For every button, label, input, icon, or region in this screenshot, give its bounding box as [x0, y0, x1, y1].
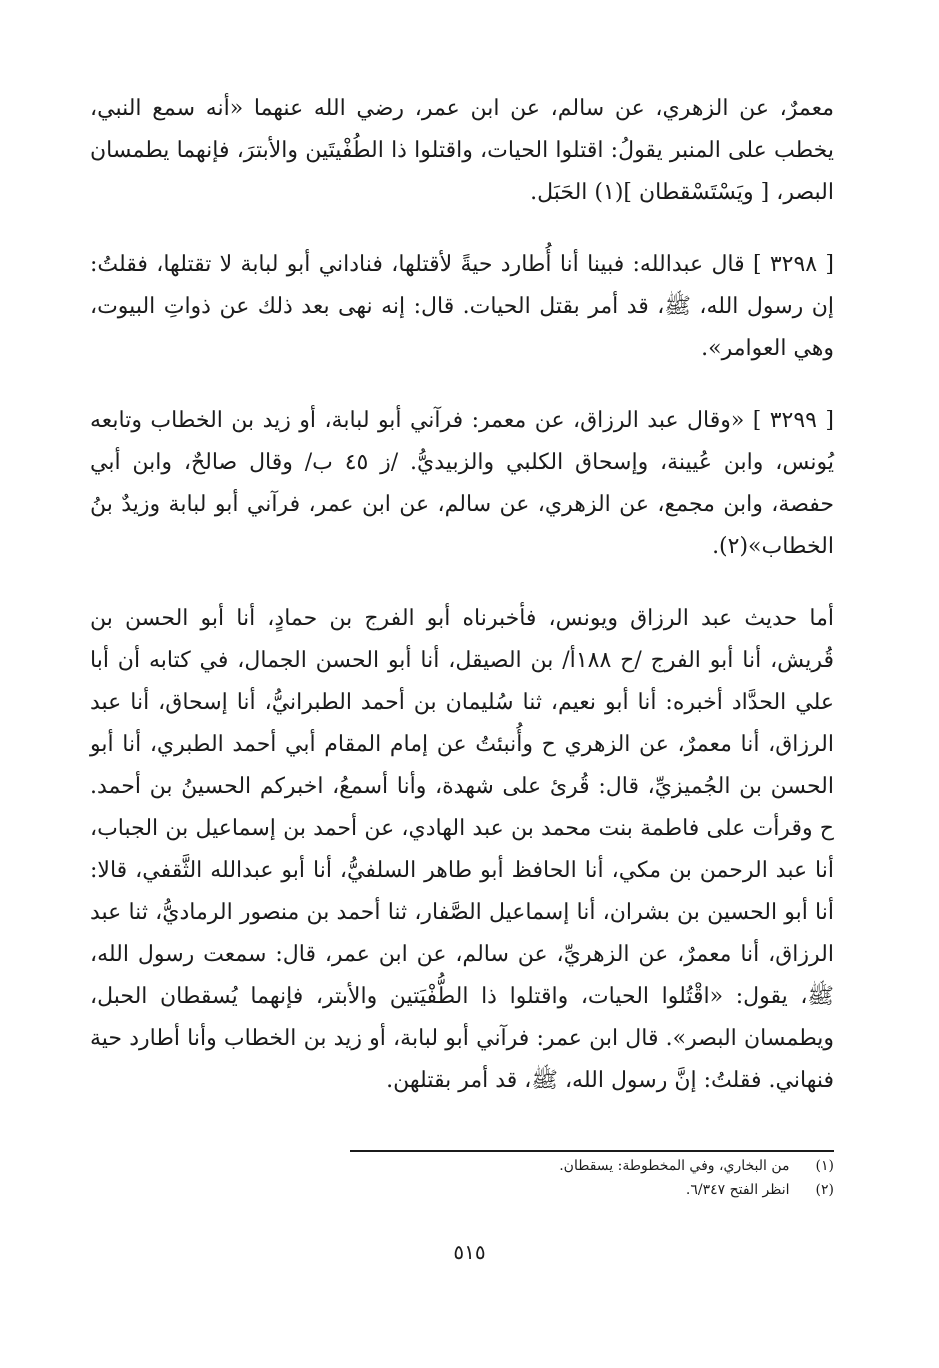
footnote-2: [90, 1178, 834, 1202]
footnote-text: انظر الفتح ٦/٣٤٧.: [685, 1182, 790, 1198]
footnote-number: (١): [815, 1158, 834, 1174]
footnote-number: (٢): [815, 1182, 834, 1198]
paragraph-3298: [ ٣٢٩٨ ] قال عبدالله: فبينا أنا أُطارد حيةً لأقتلها، فناداني أبو لبابة لا تقتلها، فقلتُ: إن رسول الله، ﷺ، قد أمر بقتل الحيات. قال: إنه نهى بعد ذلك عن ذواتِ البيوت، وهي العوامر».: [90, 252, 834, 361]
footnote-text: من البخاري، وفي المخطوطة: يسقطان.: [559, 1158, 790, 1174]
footnote-1: [90, 1154, 834, 1178]
page-number: ٥١٥: [453, 1240, 486, 1264]
footnote-separator: [350, 1150, 834, 1152]
footnotes: [90, 1154, 834, 1202]
main-text: [90, 88, 834, 1102]
paragraph-hadith-intro: معمرٌ، عن الزهري، عن سالم، عن ابن عمر، رضي الله عنهما «أنه سمع النبي، يخطب على المنبر يقولُ: اقتلوا الحيات، واقتلوا ذا الطُفْيتَين والأبترَ، فإنهما يطمسان البصر، [ ويَسْتَسْقطان ](١) الحَبَل.: [90, 96, 834, 205]
paragraph-3299: [ ٣٢٩٩ ] «وقال عبد الرزاق، عن معمر: فرآني أبو لبابة، أو زيد بن الخطاب وتابعه يُونس، وابن عُيينة، وإسحاق الكلبي والزبيديُّ. /ز ٤٥ ب/ وقال صالحٌ، وابن أبي حفصة، وابن مجمع، عن الزهري، عن سالم، عن ابن عمر، فرآني أبو لبابة وزيدٌ بنُ الخطاب»(٢).: [90, 408, 835, 559]
paragraph-isnad: أما حديث عبد الرزاق ويونس، فأخبرناه أبو الفرج بن حمادٍ، أنا أبو الحسن بن قُريش، أنا أبو الفرج /ح ١٨٨أ/ بن الصيقل، أنا أبو الحسن الجمال، في كتابه أن أبا علي الحدَّاد أخبره: أنا أبو نعيم، ثنا سُليمان بن أحمد الطبرانيُّ، أنا إسحاق، أنا عبد الرزاق، أنا معمرٌ، عن الزهري ح وأُنبئتُ عن إمام المقام أبي أحمد الطبري، أنا أبو الحسن بن الجُميزيِّ، قال: قُرئ على شهدة، وأنا أسمعُ، اخبركم الحسينُ بن أحمد. ح وقرأت على فاطمة بنت محمد بن عبد الهادي، عن أحمد بن إسماعيل بن الجباب، أنا عبد الرحمن بن مكي، أنا الحافظ أبو طاهر السلفيُّ، أنا أبو عبدالله الثَّقفي، قالا: أنا أبو الحسين بن بشران، أنا إسماعيل الصَّفار، ثنا أحمد بن منصور الرماديُّ، ثنا عبد الرزاق، أنا معمرٌ، عن الزهريِّ، عن سالم، عن ابن عمر، قال: سمعت رسول الله، ﷺ، يقول: «اقْتُلوا الحيات، واقتلوا ذا الطُّفْيَتين والأبتر، فإنهما يُسقطان الحبل، ويطمسان البصر». قال ابن عمر: فرآني أبو لبابة، أو زيد بن الخطاب وأنا أطارد حية فنهاني. فقلتُ: إنَّ رسول الله، ﷺ، قد أمر بقتلهن.: [90, 606, 834, 1093]
